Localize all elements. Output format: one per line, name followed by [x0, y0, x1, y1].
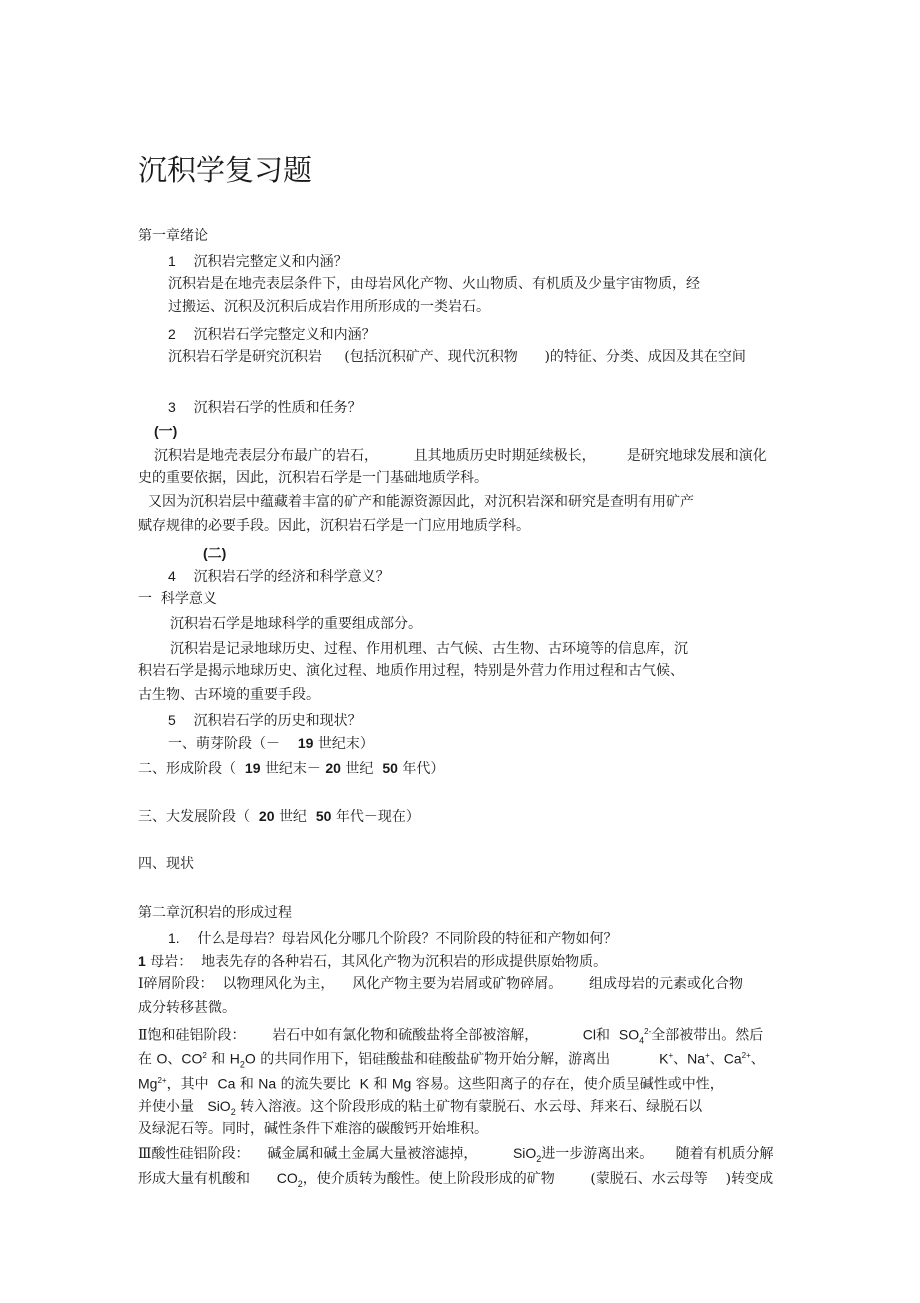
stage-clastic-line-2: 成分转移甚微。	[138, 1000, 236, 1016]
stage-saturated-line-2: 在 O、$CO^2$ 和 $H_2O$ 的共同作用下，铝硅酸盐和硅酸盐矿物开始分解，游离出 K+、Na+、$Ca^{2+}$、	[138, 1050, 765, 1070]
page-title: 沉积学复习题	[138, 153, 313, 187]
chapter-2-question-1: 1. 什么是母岩？母岩风化分哪几个阶段？不同阶段的特征和产物如何？	[168, 930, 618, 947]
stage-saturated-line-3: $Mg^{2+}$，其中 Ca 和 Na 的流失要比 K 和 Mg 容易。这些阳离子的存在，使介质呈碱性或中性，	[138, 1075, 724, 1093]
stage-acidic-line-2: 形成大量有机酸和 $CO_2$，使介质转为酸性。使上阶段形成的矿物 (蒙脱石、水云母等 )转变成	[138, 1170, 774, 1189]
answer-4-line-4: 古生物、古环境的重要手段。	[138, 687, 320, 703]
answer-3-line-1: 沉积岩是地壳表层分布最广的岩石， 且其地质历史时期延续极长， 是研究地球发展和演化	[154, 448, 767, 464]
question-4: 4 沉积岩石学的经济和科学意义？	[168, 568, 390, 585]
chapter-1-heading: 第一章绪论	[138, 228, 208, 244]
answer-1-line-1: 沉积岩是在地壳表层条件下，由母岩风化产物、火山物质、有机质及少量宇宙物质，经	[168, 276, 700, 292]
answer-1-line-2: 过搬运、沉积及沉积后成岩作用所形成的一类岩石。	[168, 299, 490, 315]
definition-parent-rock: 1 母岩： 地表先存的各种岩石，其风化产物为沉积岩的形成提供原始物质。	[138, 953, 608, 970]
section-science: 一 科学意义	[138, 591, 217, 607]
stage-saturated-line-5: 及绿泥石等。同时，碱性条件下难溶的碳酸钙开始堆积。	[138, 1121, 488, 1137]
answer-3-line-2: 史的重要依据，因此，沉积岩石学是一门基础地质学科。	[138, 470, 488, 486]
answer-4-line-3: 积岩石学是揭示地球历史、演化过程、地质作用过程，特别是外营力作用过程和古气候、	[138, 663, 684, 679]
answer-3-line-4: 赋存规律的必要手段。因此，沉积岩石学是一门应用地质学科。	[138, 518, 530, 534]
stage-2: 二、形成阶段（ 19 世纪末－ 20 世纪 50 年代）	[138, 760, 445, 777]
stage-3: 三、大发展阶段（ 20 世纪 50 年代－现在）	[138, 808, 420, 825]
answer-4-line-1: 沉积岩石学是地球科学的重要组成部分。	[170, 616, 422, 632]
stage-saturated-line-4: 并使小量 SiO$_2$ 转入溶液。这个阶段形成的粘土矿物有蒙脱石、水云母、拜来石、绿脱石以	[138, 1098, 703, 1117]
stage-saturated: Ⅱ饱和硅铝阶段： 岩石中如有氯化物和硫酸盐将全部被溶解， Cl和 $SO_4^{2-}$全部被带出。然后	[138, 1026, 764, 1046]
question-5: 5 沉积岩石学的历史和现状？	[168, 712, 362, 729]
part-2-label: (二)	[203, 545, 227, 561]
answer-3-line-3: 又因为沉积岩层中蕴藏着丰富的矿产和能源资源因此，对沉积岩深和研究是查明有用矿产	[148, 494, 694, 510]
stage-clastic: Ⅰ碎屑阶段： 以物理风化为主， 风化产物主要为岩屑或矿物碎屑。 组成母岩的元素或化合物	[138, 976, 743, 992]
question-1: 1 沉积岩完整定义和内涵？	[168, 253, 348, 270]
question-2: 2 沉积岩石学完整定义和内涵？	[168, 326, 376, 343]
stage-4: 四、现状	[138, 856, 194, 872]
stage-1: 一、萌芽阶段（－ 19 世纪末）	[168, 735, 374, 752]
answer-4-line-2: 沉积岩是记录地球历史、过程、作用机理、古气候、古生物、古环境等的信息库，沉	[170, 641, 688, 657]
chapter-2-heading: 第二章沉积岩的形成过程	[138, 905, 292, 921]
part-1-label: (一)	[154, 423, 178, 439]
stage-acidic: Ⅲ酸性硅铝阶段： 碱金属和碱土金属大量被溶滤掉， SiO$_2$进一步游离出来。 随着有机质分解	[138, 1145, 774, 1164]
question-3: 3 沉积岩石学的性质和任务？	[168, 399, 362, 416]
answer-2-line-1: 沉积岩石学是研究沉积岩 (包括沉积矿产、现代沉积物 )的特征、分类、成因及其在空间	[168, 349, 746, 365]
